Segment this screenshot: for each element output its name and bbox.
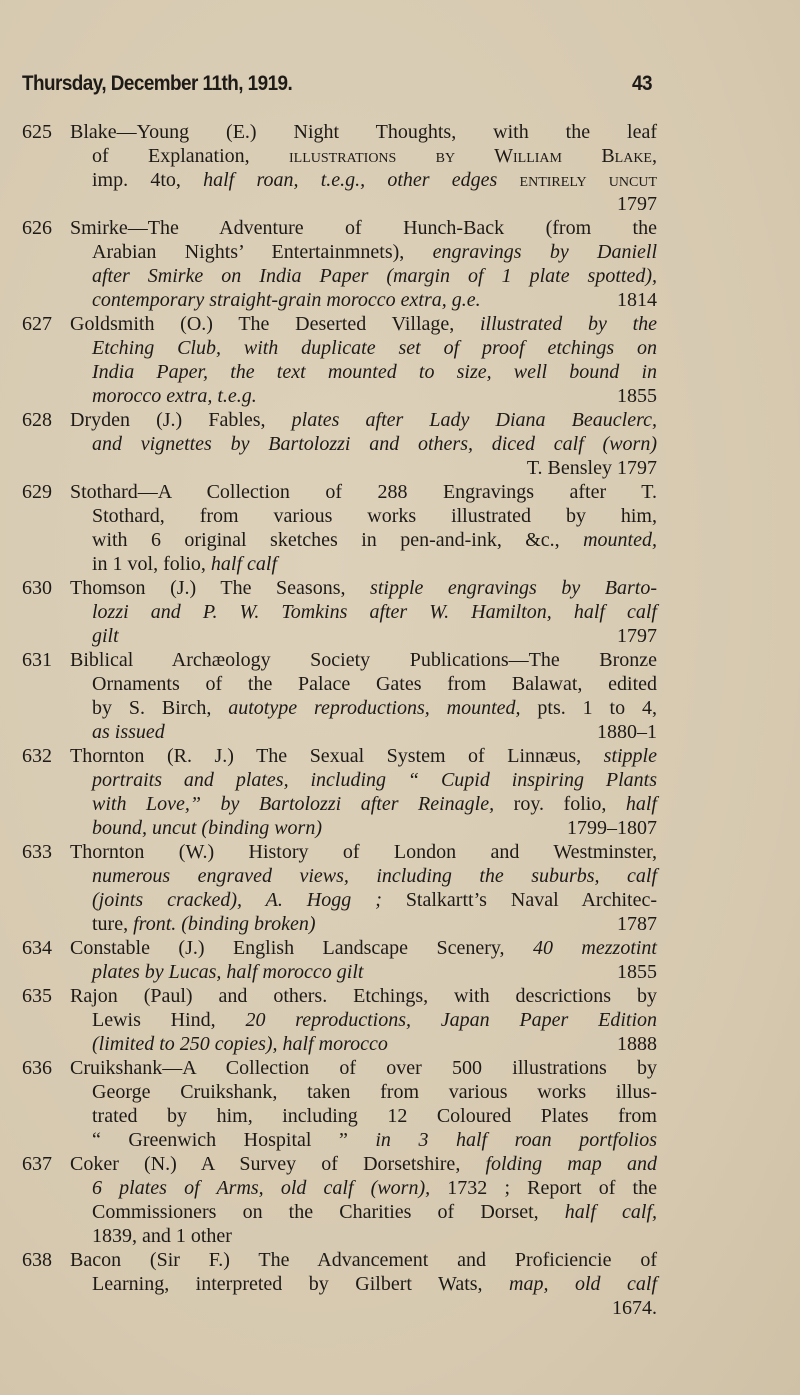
italic-text: India Paper, the text mounted to size, well bound in — [92, 361, 657, 383]
entry-line — [92, 792, 657, 816]
text: Dryden (J.) Fables, — [70, 409, 292, 431]
entry-date: 1888 — [617, 1033, 657, 1055]
entry-line-text — [92, 288, 481, 312]
italic-text: half roan, t.e.g., other edges — [203, 169, 520, 191]
entry-date: T. Bensley 1797 — [526, 457, 657, 479]
italic-text: 6 plates of Arms, old calf (worn), — [92, 1177, 448, 1199]
italic-text: half — [625, 793, 657, 815]
lot-number: 627 — [22, 313, 52, 335]
catalogue-entry — [22, 1152, 657, 1248]
text: imp. 4to, — [92, 169, 204, 191]
entry-line — [70, 312, 657, 336]
entry-line — [92, 912, 657, 936]
entry-line — [92, 960, 657, 984]
entry-line-text — [70, 313, 657, 335]
lot-number: 636 — [22, 1057, 52, 1079]
entry-line-text — [92, 337, 657, 359]
text: ture, — [92, 913, 134, 935]
entry-line — [70, 648, 657, 672]
entry-line-text — [70, 121, 657, 143]
italic-text: engravings by Daniell — [432, 241, 658, 263]
italic-text: numerous engraved views, including the suburbs, calf — [92, 865, 657, 887]
entry-line-text — [92, 624, 119, 648]
small-caps-text: entirely uncut — [519, 169, 658, 191]
entry-line-text — [92, 433, 657, 455]
text: pts. 1 to 4, — [537, 697, 658, 719]
entry-date: 1797 — [617, 193, 657, 215]
italic-text: illustrated by the — [480, 313, 658, 335]
entry-line — [92, 432, 657, 456]
catalogue-entries — [22, 120, 657, 1320]
entry-line-text — [92, 673, 657, 695]
entry-line — [70, 1248, 657, 1272]
lot-number: 634 — [22, 937, 52, 959]
entry-line — [92, 600, 657, 624]
entry-date: 1797 — [617, 625, 657, 647]
text: George Cruikshank, taken from various works illus- — [92, 1081, 657, 1103]
entry-line — [92, 1128, 657, 1152]
catalogue-entry — [22, 480, 657, 576]
entry-line — [70, 744, 657, 768]
entry-line-text — [70, 217, 657, 239]
entry-line — [92, 504, 657, 528]
catalogue-entry — [22, 120, 657, 216]
lot-number: 633 — [22, 841, 52, 863]
text: 1732 ; Report of the — [447, 1177, 657, 1199]
text: Commissioners on the Charities of Dorset, — [92, 1201, 565, 1223]
entry-line — [92, 168, 657, 192]
italic-text: 40 mezzotint — [533, 937, 657, 959]
italic-text: bound, uncut (binding worn) — [92, 817, 322, 839]
entry-line — [70, 936, 657, 960]
text: Thornton (R. J.) The Sexual System of Linnæus, — [70, 745, 604, 767]
text: 1839, and 1 other — [92, 1225, 232, 1247]
lot-number: 630 — [22, 577, 52, 599]
entry-line-text — [92, 1081, 657, 1103]
entry-date: 1855 — [617, 961, 657, 983]
italic-text: and vignettes by Bartolozzi and others, diced calf (worn) — [92, 433, 657, 455]
entry-line-text — [92, 865, 657, 887]
italic-text: (joints cracked), A. Hogg ; — [92, 889, 406, 911]
entry-line-text — [70, 481, 657, 503]
entry-line-text — [92, 529, 657, 551]
header-date-title: Thursday, December 11th, 1919. — [22, 72, 293, 95]
entry-line — [70, 1056, 657, 1080]
entry-line — [92, 264, 657, 288]
text: Biblical Archæology Society Publications—The Bronze — [70, 649, 657, 671]
catalogue-entry — [22, 648, 657, 744]
entry-line-text — [92, 241, 657, 263]
text: Thomson (J.) The Seasons, — [70, 577, 371, 599]
entry-line — [92, 360, 657, 384]
entry-line — [70, 120, 657, 144]
entry-line-text — [70, 577, 657, 599]
italic-text: as issued — [92, 721, 165, 743]
entry-line — [70, 1152, 657, 1176]
running-header — [22, 70, 652, 98]
entry-line — [70, 480, 657, 504]
text: Cruikshank—A Collection of over 500 illustrations by — [70, 1057, 657, 1079]
text: of Explanation, — [92, 145, 289, 167]
italic-text: in 3 half roan portfolios — [375, 1129, 657, 1151]
entry-line — [92, 528, 657, 552]
text: by S. Birch, — [92, 697, 229, 719]
entry-line-text — [70, 841, 657, 863]
text: Stothard—A Collection of 288 Engravings after T. — [70, 481, 657, 503]
entry-line-text — [92, 1177, 657, 1199]
text: Arabian Nights’ Entertainmnets), — [92, 241, 433, 263]
italic-text: half calf, — [564, 1201, 658, 1223]
text: Rajon (Paul) and others. Etchings, with descrictions by — [70, 985, 657, 1007]
lot-number: 631 — [22, 649, 52, 671]
entry-line — [92, 192, 657, 216]
entry-line-text — [92, 793, 657, 815]
italic-text: front. (binding broken) — [133, 913, 316, 935]
entry-line — [92, 696, 657, 720]
text: in 1 vol, folio, — [92, 553, 211, 575]
lot-number: 628 — [22, 409, 52, 431]
entry-line-text — [70, 409, 657, 431]
catalogue-entry — [22, 1056, 657, 1152]
lot-number: 637 — [22, 1153, 52, 1175]
entry-line-text — [92, 697, 657, 719]
entry-line-text — [92, 553, 277, 575]
entry-line-text — [92, 816, 322, 840]
italic-text: 20 reproductions, Japan Paper Edition — [245, 1009, 657, 1031]
italic-text: stipple — [603, 745, 657, 767]
catalogue-entry — [22, 840, 657, 936]
catalogue-entry — [22, 984, 657, 1056]
lot-number: 632 — [22, 745, 52, 767]
entry-line — [92, 672, 657, 696]
entry-line — [92, 1200, 657, 1224]
text: Smirke—The Adventure of Hunch-Back (from the — [70, 217, 657, 239]
text: Ornaments of the Palace Gates from Balawat, edited — [92, 673, 657, 695]
italic-text: contemporary straight-grain morocco extra, g.e. — [92, 289, 481, 311]
entry-line — [70, 408, 657, 432]
entry-line-text — [70, 1057, 657, 1079]
text: “ Greenwich Hospital ” — [92, 1129, 376, 1151]
entry-line-text — [92, 169, 657, 191]
italic-text: after Smirke on India Paper (margin of 1 plate spotted), — [92, 265, 657, 287]
lot-number: 629 — [22, 481, 52, 503]
entry-line-text — [92, 769, 657, 791]
entry-line-text — [70, 1153, 657, 1175]
italic-text: with Love,” by Bartolozzi after Reinagle, — [92, 793, 514, 815]
text: Bacon (Sir F.) The Advancement and Proficiencie of — [70, 1249, 657, 1271]
entry-line-text — [92, 505, 657, 527]
entry-line-text — [92, 912, 315, 936]
text: with 6 original sketches in pen-and-ink, &c., — [92, 529, 584, 551]
italic-text: stipple engravings by Barto- — [370, 577, 657, 599]
entry-line-text — [92, 1225, 232, 1247]
entry-line — [70, 576, 657, 600]
lot-number: 635 — [22, 985, 52, 1007]
catalogue-entry — [22, 216, 657, 312]
entry-line-text — [92, 889, 657, 911]
entry-line — [92, 1224, 657, 1248]
text: Stothard, from various works illustrated by him, — [92, 505, 657, 527]
entry-line — [92, 384, 657, 408]
entry-line — [92, 816, 657, 840]
entry-line-text — [92, 265, 657, 287]
catalogue-entry — [22, 312, 657, 408]
entry-line-text — [92, 1009, 657, 1031]
entry-date: 1799–1807 — [567, 817, 657, 839]
small-caps-text: illustrations by William Blake, — [289, 145, 657, 167]
text: roy. folio, — [513, 793, 626, 815]
entry-line-text — [92, 361, 657, 383]
entry-line — [92, 240, 657, 264]
entry-line-text — [92, 145, 657, 167]
lot-number: 626 — [22, 217, 52, 239]
italic-text: morocco extra, t.e.g. — [92, 385, 257, 407]
entry-line-text — [92, 384, 257, 408]
text: Blake—Young (E.) Night Thoughts, with the leaf — [70, 121, 657, 143]
text: Constable (J.) English Landscape Scenery, — [70, 937, 533, 959]
entry-line-text — [92, 1129, 657, 1151]
page-number: 43 — [632, 72, 652, 95]
entry-line — [92, 720, 657, 744]
italic-text: (limited to 250 copies), half morocco — [92, 1033, 388, 1055]
entry-line — [92, 456, 657, 480]
italic-text: gilt — [92, 625, 119, 647]
catalogue-entry — [22, 936, 657, 984]
entry-line — [70, 984, 657, 1008]
entry-line-text — [92, 601, 657, 623]
entry-line — [92, 888, 657, 912]
lot-number: 638 — [22, 1249, 52, 1271]
text: Lewis Hind, — [92, 1009, 246, 1031]
entry-line-text — [70, 937, 657, 959]
entry-line — [92, 144, 657, 168]
italic-text: mounted, — [583, 529, 657, 551]
italic-text: Etching Club, with duplicate set of proof etchings on — [92, 337, 657, 359]
entry-line — [92, 1272, 657, 1296]
italic-text: plates after Lady Diana Beauclerc, — [291, 409, 657, 431]
italic-text: portraits and plates, including “ Cupid inspiring Plants — [92, 769, 657, 791]
entry-line-text — [70, 1249, 657, 1271]
italic-text: autotype reproductions, mounted, — [228, 697, 538, 719]
entry-line — [92, 768, 657, 792]
entry-line — [92, 552, 657, 576]
entry-line-text — [92, 1032, 388, 1056]
text: Thornton (W.) History of London and Westminster, — [70, 841, 657, 863]
catalogue-entry — [22, 744, 657, 840]
entry-line — [92, 288, 657, 312]
entry-line — [70, 840, 657, 864]
entry-date: 1880–1 — [597, 721, 657, 743]
entry-line — [92, 1104, 657, 1128]
text: Coker (N.) A Survey of Dorsetshire, — [70, 1153, 486, 1175]
entry-line-text — [92, 960, 363, 984]
entry-line — [92, 1296, 657, 1320]
text: trated by him, including 12 Coloured Plates from — [92, 1105, 657, 1127]
italic-text: lozzi and P. W. Tomkins after W. Hamilton, half calf — [92, 601, 657, 623]
entry-line — [92, 1176, 657, 1200]
entry-line-text — [70, 985, 657, 1007]
entry-date: 1855 — [617, 385, 657, 407]
text: Goldsmith (O.) The Deserted Village, — [70, 313, 480, 335]
catalogue-entry — [22, 1248, 657, 1320]
text: Learning, interpreted by Gilbert Wats, — [92, 1273, 510, 1295]
italic-text: map, old calf — [509, 1273, 657, 1295]
entry-line — [92, 1008, 657, 1032]
italic-text: folding map and — [485, 1153, 657, 1175]
entry-line — [92, 336, 657, 360]
entry-line-text — [70, 745, 657, 767]
entry-line — [92, 624, 657, 648]
italic-text: plates by Lucas, half morocco gilt — [92, 961, 364, 983]
entry-line-text — [92, 1105, 657, 1127]
entry-date: 1787 — [617, 913, 657, 935]
entry-line-text — [92, 720, 165, 744]
entry-line — [70, 216, 657, 240]
italic-text: half calf — [210, 553, 277, 575]
entry-date: 1674. — [612, 1297, 657, 1319]
entry-line-text — [70, 649, 657, 671]
catalogue-entry — [22, 576, 657, 648]
entry-line-text — [92, 1273, 657, 1295]
text: Stalkartt’s Naval Architec- — [405, 889, 657, 911]
entry-line — [92, 1032, 657, 1056]
entry-line-text — [92, 1201, 657, 1223]
entry-line — [92, 864, 657, 888]
entry-date: 1814 — [617, 289, 657, 311]
entry-line — [92, 1080, 657, 1104]
lot-number: 625 — [22, 121, 52, 143]
catalogue-entry — [22, 408, 657, 480]
